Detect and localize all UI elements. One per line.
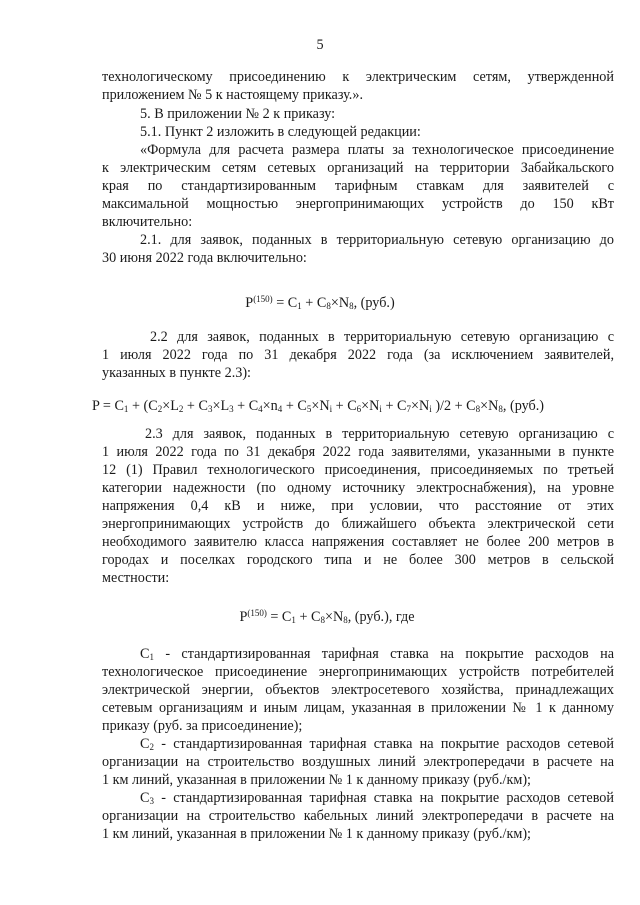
text-line: 1 июля 2022 года по 31 декабря 2022 года заявителями, указанными в пункте bbox=[102, 444, 614, 460]
text-line: 5.1. Пункт 2 изложить в следующей редакции: bbox=[140, 124, 421, 140]
text-line: 2.1. для заявок, поданных в территориальную сетевую организацию до bbox=[140, 232, 614, 248]
definition-c1: $C_1$ - стандартизированная тарифная ставка на покрытие расходов на bbox=[140, 646, 614, 662]
definition-c2: $C_2$ - стандартизированная тарифная ставка на покрытие расходов сетевой bbox=[140, 736, 614, 752]
text-line: сетевым организациям и иным лицам, указанная в приложении № 1 к данному bbox=[102, 700, 614, 716]
text-line: энергопринимающих устройств до ближайшего объекта электрической сети bbox=[102, 516, 614, 532]
text-line: к электрическим сетям сетевых организаций на территории Забайкальского bbox=[102, 160, 614, 176]
page-number: 5 bbox=[316, 37, 324, 53]
text-line: 30 июня 2022 года включительно: bbox=[102, 250, 307, 266]
formula-3: $P^{(150)} = C_1 + C_8\times N_8$, (руб.), где bbox=[239, 608, 415, 625]
text-line: местности: bbox=[102, 570, 170, 586]
text-line: приказу (руб. за присоединение); bbox=[102, 718, 303, 734]
text-line: приложением № 5 к настоящему приказу.». bbox=[102, 87, 363, 103]
text-line: организации на строительство воздушных линий электропередачи в расчете на bbox=[102, 754, 614, 770]
text-line: 2.3 для заявок, поданных в территориальную сетевую организацию с bbox=[145, 426, 614, 442]
text-line: 1 км линий, указанная в приложении № 1 к данному приказу (руб./км); bbox=[102, 826, 531, 842]
text-line: 2.2 для заявок, поданных в территориальную сетевую организацию с bbox=[150, 329, 614, 345]
text-line: «Формула для расчета размера платы за технологическое присоединение bbox=[140, 142, 614, 158]
text-line: организации на строительство кабельных линий электропередачи в расчете на bbox=[102, 808, 614, 824]
text-line: необходимого заявителю класса напряжения составляет не более 200 метров в bbox=[102, 534, 614, 550]
text-line: 1 июля 2022 года по 31 декабря 2022 года (за исключением заявителей, bbox=[102, 347, 614, 363]
text-line: категории надежности (по одному источнику электроснабжения), на уровне bbox=[102, 480, 614, 496]
text-line: указанных в пункте 2.3): bbox=[102, 365, 252, 381]
text-line: напряжения 0,4 кВ и ниже, при условии, что расстояние от этих bbox=[102, 498, 614, 514]
formula-1: $P^{(150)} = C_1 + C_8\times N_8$, (руб.) bbox=[245, 294, 395, 311]
formula-2: $P = C_1 + (C_2\times L_2 + C_3\times L_3 + C_4\times n_4 + C_5\times N_i + C_6\times N_i + C_7\times N_i$ )$/2 + C_8\times N_8$, (руб.) bbox=[91, 398, 545, 414]
text-line: технологическому присоединению к электрическим сетям, утвержденной bbox=[102, 69, 614, 85]
text-line: электрической энергии, объектов электросетевого хозяйства, принадлежащих bbox=[102, 682, 614, 698]
text-line: максимальной мощностью энергопринимающих устройств до 150 кВт bbox=[102, 196, 614, 212]
text-line: включительно: bbox=[102, 214, 193, 230]
text-line: 1 км линий, указанная в приложении № 1 к данному приказу (руб./км); bbox=[102, 772, 531, 788]
text-line: 12 (1) Правил технологического присоединения, присоединяемых по третьей bbox=[102, 462, 614, 478]
text-line: 5. В приложении № 2 к приказу: bbox=[140, 106, 336, 122]
text-line: городах и поселках городского типа и не более 300 метров в сельской bbox=[102, 552, 614, 568]
text-line: технологическое присоединение энергопринимающих устройств потребителей bbox=[102, 664, 614, 680]
text-line: края по стандартизированным тарифным ставкам для заявителей с bbox=[102, 178, 614, 194]
definition-c3: $C_3$ - стандартизированная тарифная ставка на покрытие расходов сетевой bbox=[140, 790, 614, 806]
